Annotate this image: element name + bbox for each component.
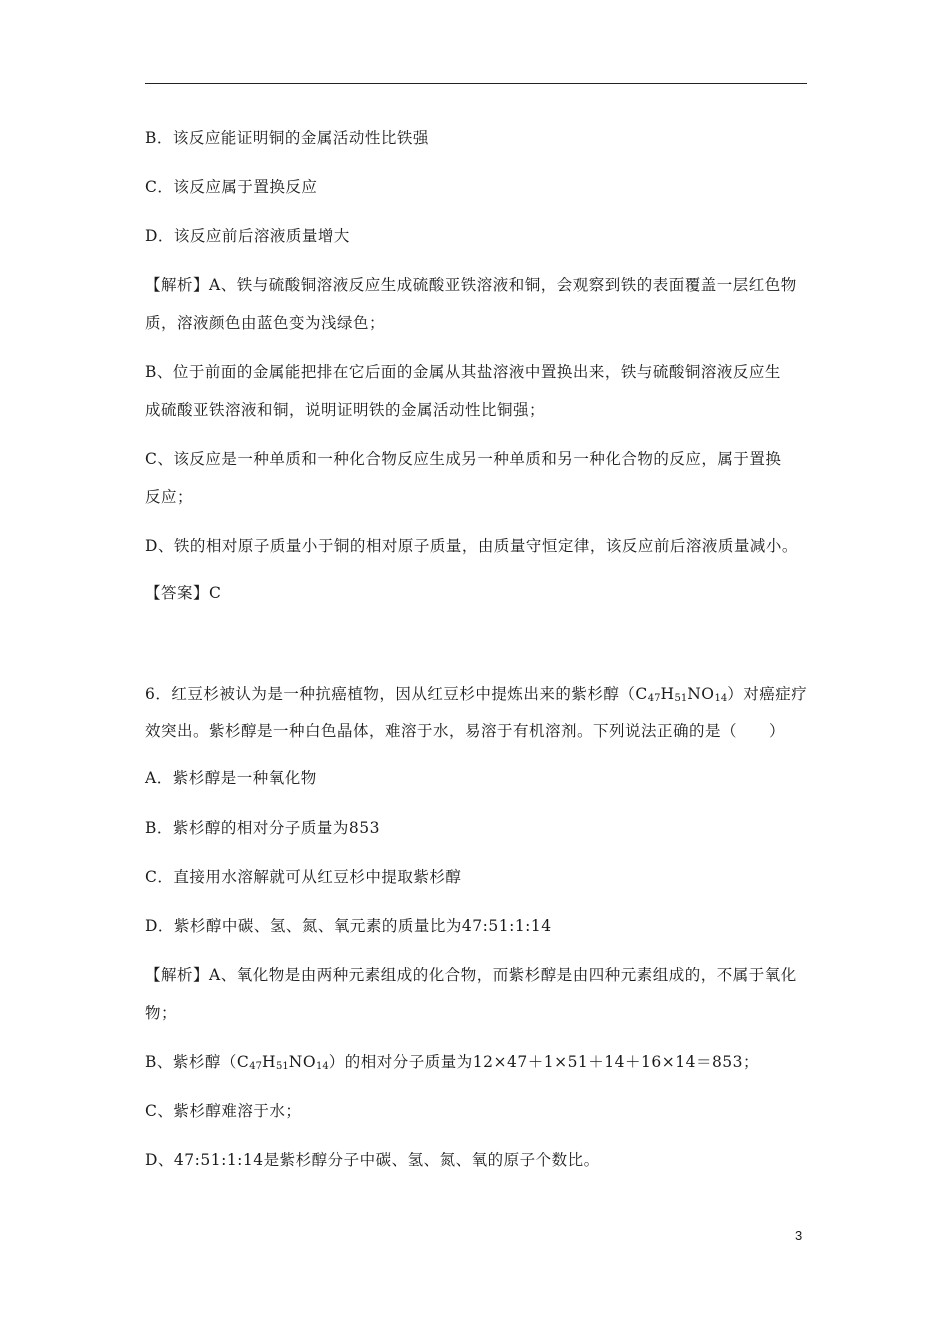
- q6-option-b: B．紫杉醇的相对分子质量为853: [145, 819, 380, 837]
- q6-analysis-c: C、紫杉醇难溶于水；: [145, 1102, 302, 1120]
- q6-analysis-d: D、47:51:1:14是紫杉醇分子中碳、氢、氮、氧的原子个数比。: [145, 1151, 600, 1169]
- q6-analysis-a-line1: 【解析】A、氧化物是由两种元素组成的化合物，而紫杉醇是由四种元素组成的，不属于氧化: [145, 966, 797, 984]
- q6-option-c: C．直接用水溶解就可从红豆杉中提取紫杉醇: [145, 868, 462, 886]
- q5-analysis-b-line1: B、位于前面的金属能把排在它后面的金属从其盐溶液中置换出来，铁与硫酸铜溶液反应生: [145, 363, 781, 381]
- q5-option-d: D．该反应前后溶液质量增大: [145, 227, 350, 245]
- q6-analysis-b: B、紫杉醇$(C_{47}H_{51}NO_{14})$的相对分子质量为12×47＋1×51＋14＋16×14＝853；: [145, 1053, 760, 1072]
- q5-analysis-c-line1: C、该反应是一种单质和一种化合物反应生成另一种单质和另一种化合物的反应，属于置换: [145, 450, 782, 468]
- q5-option-c: C．该反应属于置换反应: [145, 178, 318, 196]
- q6-analysis-a-line2: 物；: [145, 1004, 178, 1022]
- q5-analysis-a-line2: 质，溶液颜色由蓝色变为浅绿色；: [145, 314, 386, 332]
- q5-answer: 【答案】C: [145, 584, 222, 602]
- analysis-tag: 【解析】: [145, 966, 210, 984]
- header-rule: [145, 83, 807, 84]
- q5-option-b: B．该反应能证明铜的金属活动性比铁强: [145, 129, 429, 147]
- q5-analysis-a-line1: 【解析】A、铁与硫酸铜溶液反应生成硫酸亚铁溶液和铜，会观察到铁的表面覆盖一层红色物: [145, 276, 797, 294]
- analysis-tag: 【解析】: [145, 276, 210, 294]
- q6-option-a: A．紫杉醇是一种氧化物: [145, 769, 317, 787]
- q5-analysis-b-line2: 成硫酸亚铁溶液和铜，说明证明铁的金属活动性比铜强；: [145, 401, 546, 419]
- q5-analysis-c-line2: 反应；: [145, 488, 194, 506]
- q6-stem-line1: 6．红豆杉被认为是一种抗癌植物，因从红豆杉中提炼出来的紫杉醇$(C_{47}H_{51}NO_{14})$对癌症疗: [145, 685, 808, 704]
- q5-analysis-d: D、铁的相对原子质量小于铜的相对原子质量，由质量守恒定律，该反应前后溶液质量减小。: [145, 537, 798, 555]
- q6-stem-line2: 效突出。紫杉醇是一种白色晶体，难溶于水，易溶于有机溶剂。下列说法正确的是（ ）: [145, 722, 786, 740]
- q6-option-d: D．紫杉醇中碳、氢、氮、氧元素的质量比为47:51:1:14: [145, 917, 552, 935]
- page-number: 3: [795, 1228, 803, 1243]
